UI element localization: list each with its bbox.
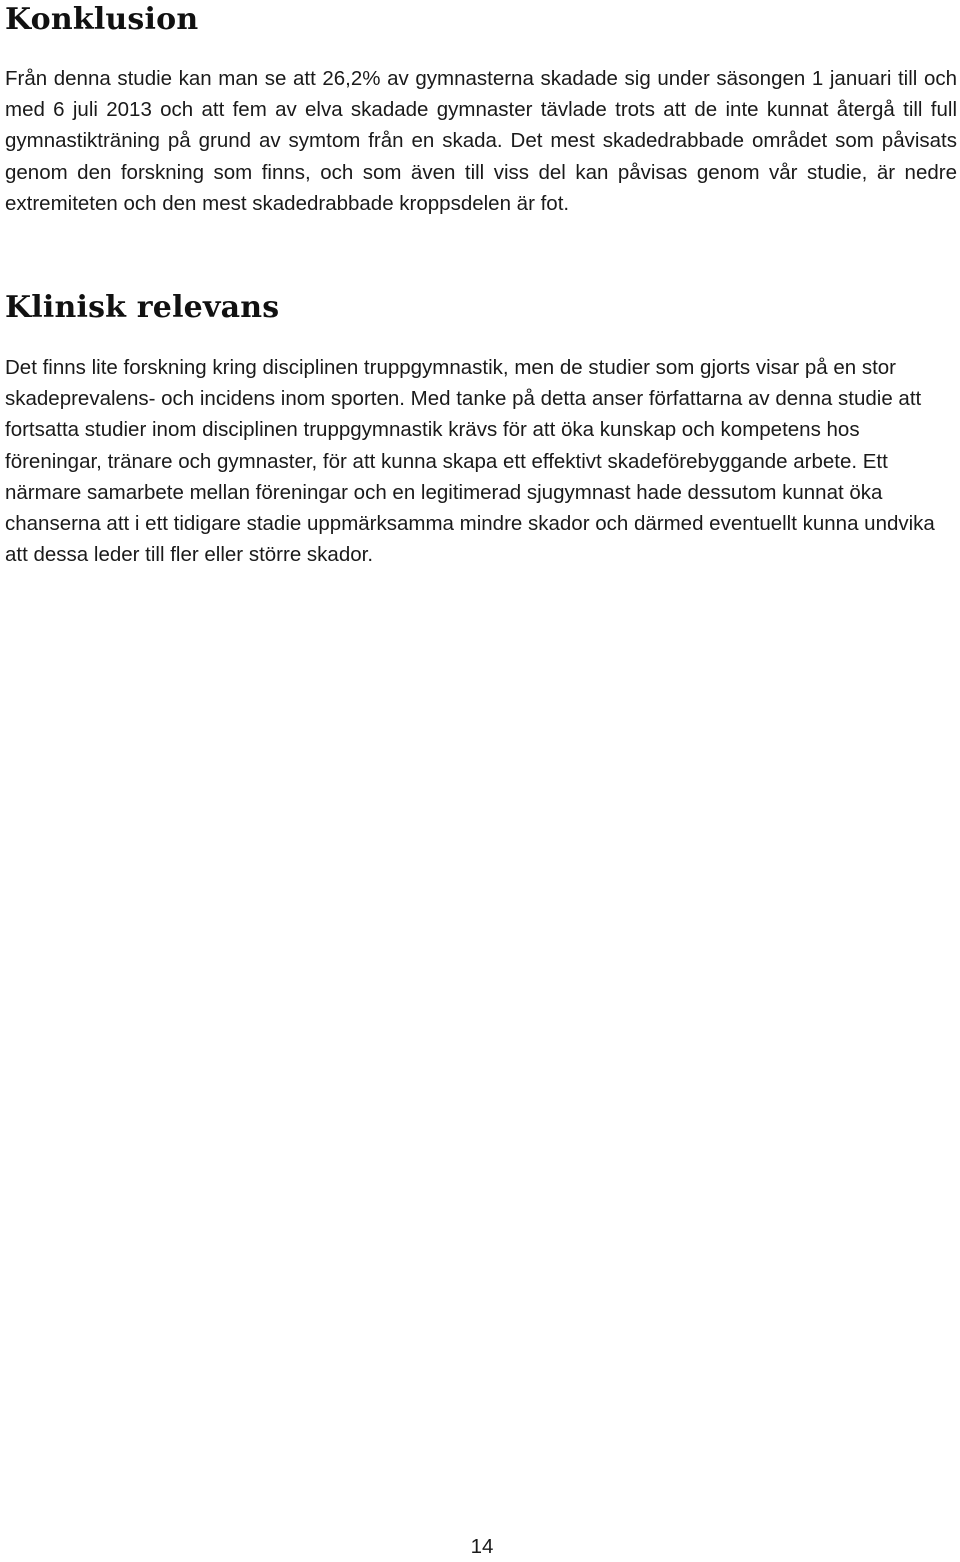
section-heading-konklusion: Konklusion: [5, 2, 199, 37]
section-heading-klinisk-relevans: Klinisk relevans: [5, 290, 280, 325]
section-paragraph-konklusion: Från denna studie kan man se att 26,2% av gymnasterna skadade sig under säsongen 1 januari till och med 6 juli 2013 och att fem av elva skadade gymnaster tävlade trots att de inte kunnat återgå till full gymnastikträning på grund av symtom från en skada. Det mest skadedrabbade området som påvisats genom den forskning som finns, och som även till viss del kan påvisas genom vår studie, är nedre extremiteten och den mest skadedrabbade kroppsdelen är fot.: [5, 67, 957, 215]
section-paragraph-klinisk-relevans: Det finns lite forskning kring disciplinen truppgymnastik, men de studier som gjorts visar på en stor skadeprevalens- och incidens inom sporten. Med tanke på detta anser författarna av denna studie att fortsatta studier inom disciplinen truppgymnastik krävs för att öka kunskap och kompetens hos föreningar, tränare och gymnaster, för att kunna skapa ett effektivt skadeförebyggande arbete. Ett närmare samarbete mellan föreningar och en legitimerad sjugymnast hade dessutom kunnat öka chanserna att i ett tidigare stadie uppmärksamma mindre skador och därmed eventuellt kunna undvika att dessa leder till fler eller större skador.: [5, 356, 935, 567]
section-konklusion: [5, 0, 957, 219]
section-klinisk-relevans: [5, 288, 957, 570]
page-number: 14: [470, 1535, 494, 1558]
